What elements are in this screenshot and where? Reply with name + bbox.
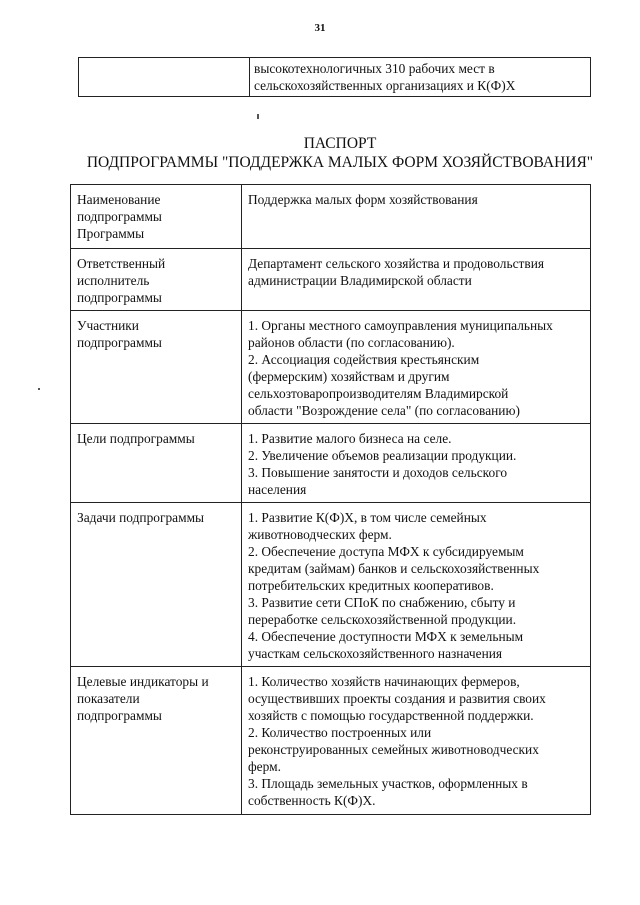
table-row	[71, 424, 591, 503]
text-line: подпрограммы	[77, 708, 162, 723]
text-line: подпрограммы	[77, 209, 162, 224]
row-label	[71, 185, 242, 249]
text-line: Ответственный	[77, 256, 166, 271]
text-line: участкам сельскохозяйственного назначения	[248, 646, 503, 661]
passport-title: ПАСПОРТ	[303, 135, 377, 152]
text-line: администрации Владимирской области	[248, 273, 472, 288]
text-line: (фермерским) хозяйствам и другим	[248, 369, 450, 384]
text-line: сельскохозяйственных организациях и К(Ф)Х	[254, 78, 516, 93]
text-line: 1. Органы местного самоуправления муниципальных	[248, 318, 553, 333]
text-line: 2. Обеспечение доступа МФХ к субсидируемым	[248, 544, 524, 559]
table-cell-value	[250, 58, 591, 97]
text-line: высокотехнологичных 310 рабочих мест в	[254, 61, 495, 76]
row-value	[242, 185, 591, 249]
text-line: Программы	[77, 226, 145, 241]
text-line: Наименование	[77, 192, 161, 207]
text-line: собственность К(Ф)Х.	[248, 793, 376, 808]
row-label	[71, 503, 242, 667]
text-line: Цели подпрограммы	[77, 431, 195, 446]
row-value	[242, 503, 591, 667]
continuation-table	[78, 57, 591, 97]
text-line: 4. Обеспечение доступности МФХ к земельным	[248, 629, 524, 644]
row-value	[242, 667, 591, 815]
text-line: 2. Увеличение объемов реализации продукции.	[248, 448, 517, 463]
text-line: Департамент сельского хозяйства и продовольствия	[248, 256, 545, 271]
text-line: Поддержка малых форм хозяйствования	[248, 192, 478, 207]
text-line: реконструированных семейных животноводческих	[248, 742, 539, 757]
table-row	[79, 58, 591, 97]
text-line: 3. Развитие сети СПоК по снабжению, сбыту и	[248, 595, 516, 610]
row-value	[242, 424, 591, 503]
table-row	[71, 311, 591, 424]
passport-table	[70, 184, 591, 815]
text-line: исполнитель	[77, 273, 150, 288]
table-row	[71, 667, 591, 815]
text-line: Целевые индикаторы и	[77, 674, 209, 689]
table-row	[71, 503, 591, 667]
text-line: Участники	[77, 318, 139, 333]
text-line: подпрограммы	[77, 335, 162, 350]
text-line: 1. Количество хозяйств начинающих фермеров,	[248, 674, 520, 689]
row-label	[71, 667, 242, 815]
text-line: 2. Ассоциация содействия крестьянским	[248, 352, 480, 367]
row-label	[71, 311, 242, 424]
passport-subtitle: ПОДПРОГРАММЫ "ПОДДЕРЖКА МАЛЫХ ФОРМ ХОЗЯЙСТВОВАНИЯ"	[86, 154, 594, 171]
table-row	[71, 185, 591, 249]
row-value	[242, 311, 591, 424]
scan-mark	[38, 388, 40, 390]
table-cell-label	[79, 58, 250, 97]
text-line: населения	[248, 482, 307, 497]
text-line: области "Возрождение села" (по согласованию)	[248, 403, 520, 418]
row-label	[71, 249, 242, 311]
text-line: переработке сельскохозяйственной продукции.	[248, 612, 517, 627]
row-label	[71, 424, 242, 503]
table-row	[71, 249, 591, 311]
text-line: 2. Количество построенных или	[248, 725, 432, 740]
text-line: осуществивших проекты создания и развития своих	[248, 691, 546, 706]
text-line: животноводческих ферм.	[248, 527, 392, 542]
text-line: хозяйств с помощью государственной поддержки.	[248, 708, 534, 723]
text-line: ферм.	[248, 759, 281, 774]
text-line: сельхозтоваропроизводителям Владимирской	[248, 386, 509, 401]
text-line: 3. Площадь земельных участков, оформленных в	[248, 776, 528, 791]
text-line: показатели	[77, 691, 140, 706]
text-line: подпрограммы	[77, 290, 162, 305]
text-line: Задачи подпрограммы	[77, 510, 205, 525]
scan-mark	[257, 114, 259, 119]
text-line: 1. Развитие К(Ф)Х, в том числе семейных	[248, 510, 487, 525]
row-value	[242, 249, 591, 311]
text-line: потребительских кредитных кооперативов.	[248, 578, 494, 593]
text-line: кредитам (займам) банков и сельскохозяйственных	[248, 561, 540, 576]
text-line: районов области (по согласованию).	[248, 335, 455, 350]
text-line: 1. Развитие малого бизнеса на селе.	[248, 431, 452, 446]
passport-heading	[0, 134, 640, 172]
page-number: 31	[314, 22, 326, 34]
text-line: 3. Повышение занятости и доходов сельского	[248, 465, 508, 480]
